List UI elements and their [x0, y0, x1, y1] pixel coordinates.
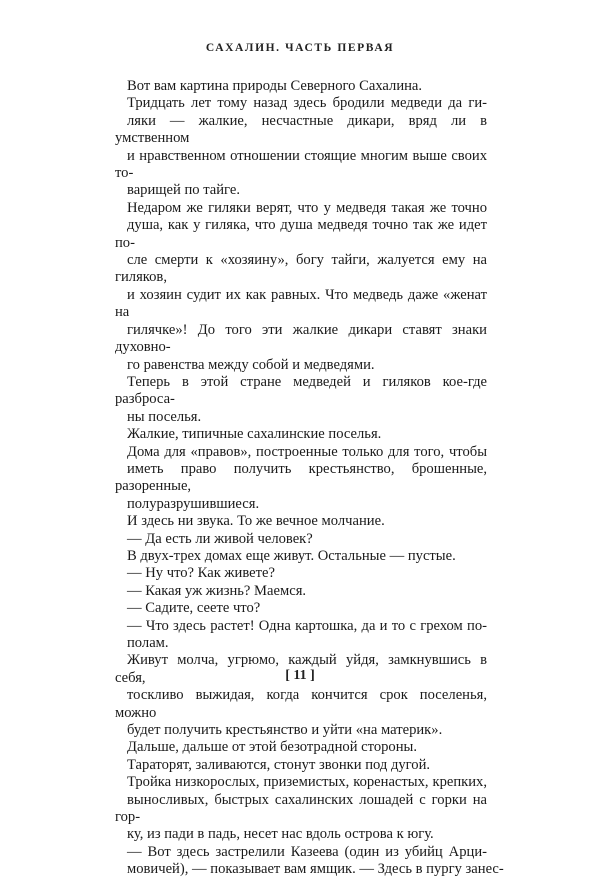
paragraph — [115, 600, 487, 617]
paragraph — [115, 565, 487, 582]
paragraph — [115, 739, 487, 756]
body-text — [115, 78, 504, 879]
paragraph — [115, 200, 487, 374]
text-line: Живут молча, угрюмо, каждый уйдя, замкнувшись в себя, — [115, 652, 487, 686]
text-line: ляки — жалкие, несчастные дикари, вряд ли в умственном — [115, 112, 487, 147]
text-line: Теперь в этой стране медведей и гиляков кое-где разброса- — [115, 373, 487, 408]
text-line: выносливых, быстрых сахалинских лошадей с горки на гор- — [115, 791, 487, 826]
text-line: Дальше, дальше от этой безотрадной стороны. — [127, 739, 417, 756]
text-line: сле смерти к «хозяину», богу тайги, жалуется ему на гиляков, — [115, 252, 487, 286]
paragraph — [115, 95, 487, 199]
text-line: и нравственном отношении стоящие многим выше своих то- — [115, 147, 487, 182]
text-line: Тридцать лет тому назад здесь бродили медведи да ги- — [127, 95, 487, 112]
text-line: варищей по тайге. — [127, 182, 240, 199]
text-line: Недаром же гиляки верят, что у медведя такая же точно — [127, 199, 487, 216]
text-line: гилячке»! До того эти жалкие дикари ставят знаки духовно- — [115, 321, 487, 356]
paragraph — [115, 513, 487, 530]
paragraph — [115, 426, 487, 443]
text-line: го равенства между собой и медведями. — [127, 356, 375, 373]
text-line: Тройка низкорослых, приземистых, коренастых, крепких, — [127, 774, 487, 791]
text-line: — Что здесь растет! Одна картошка, да и то с грехом по- — [127, 617, 487, 634]
paragraph — [115, 652, 487, 739]
text-line: мовичей), — показывает вам ямщик. — Здесь в пургу занес- — [127, 861, 504, 878]
text-line: — Да есть ли живой человек? — [127, 530, 313, 547]
text-line: Тараторят, заливаются, стонут звонки под дугой. — [127, 756, 431, 773]
text-line: — Вот здесь застрелили Казеева (один из убийц Арци- — [127, 843, 487, 860]
running-header: САХАЛИН. ЧАСТЬ ПЕРВАЯ — [205, 42, 395, 54]
text-line: ны поселья. — [127, 408, 202, 425]
text-line: иметь право получить крестьянство, брошенные, разоренные, — [115, 460, 487, 495]
text-line: — Ну что? Как живете? — [127, 565, 275, 582]
text-line: тоскливо выжидая, когда кончится срок поселенья, можно — [115, 687, 487, 721]
text-line: — Какая уж жизнь? Маемся. — [127, 582, 307, 599]
paragraph — [115, 774, 487, 844]
text-line: ку, из пади в падь, несет нас вдоль острова к югу. — [127, 826, 434, 843]
text-line: Дома для «правов», построенные только для того, чтобы — [127, 443, 487, 460]
paragraph — [115, 757, 487, 774]
text-line: В двух-трех домах еще живут. Остальные — пустые. — [127, 547, 456, 564]
paragraph — [115, 583, 487, 600]
text-line: полам. — [127, 635, 169, 651]
text-line: Жалкие, типичные сахалинские поселья. — [127, 426, 382, 443]
paragraph — [115, 78, 487, 95]
text-line: И здесь ни звука. То же вечное молчание. — [127, 513, 385, 530]
text-line: Вот вам картина природы Северного Сахалина. — [127, 78, 423, 94]
text-line: будет получить крестьянство и уйти «на материк». — [127, 722, 443, 739]
paragraph — [115, 531, 487, 548]
paragraph — [115, 548, 487, 565]
text-line: — Садите, сеете что? — [127, 600, 261, 617]
paragraph — [115, 444, 487, 514]
paragraph — [115, 374, 487, 426]
text-line: душа, как у гиляка, что душа медведя точно так же идет по- — [115, 217, 487, 251]
paragraph — [115, 843, 504, 879]
paragraph — [115, 618, 487, 653]
text-line: и хозяин судит их как равных. Что медведь даже «женат на — [115, 286, 487, 321]
page-number: [ 11 ] — [285, 668, 315, 683]
text-line: полуразрушившиеся. — [127, 495, 260, 512]
